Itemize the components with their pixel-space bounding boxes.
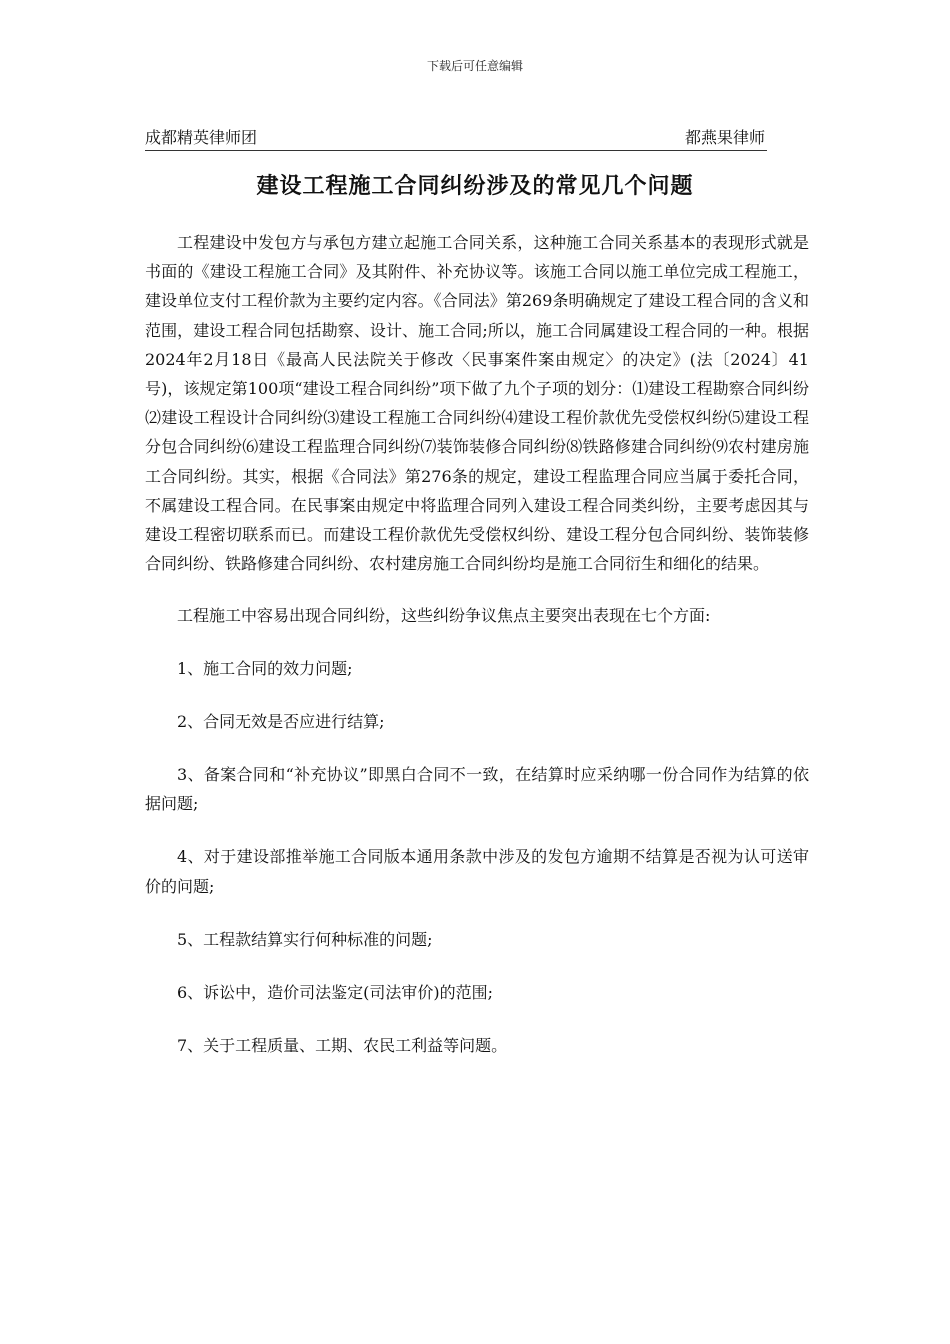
issue-item-5: 5、工程款结算实行何种标准的问题; <box>177 929 433 949</box>
issue-item-6: 6、诉讼中，造价司法鉴定(司法审价)的范围; <box>177 983 494 1003</box>
issue-item-1: 1、施工合同的效力问题; <box>177 658 353 678</box>
header-author: 都燕果律师 <box>684 128 765 147</box>
header-organization: 成都精英律师团 <box>145 128 258 147</box>
issue-item-4: 4、对于建设部推举施工合同版本通用条款中涉及的发包方逾期不结算是否视为认可送审价的问题; <box>145 847 809 896</box>
issue-item-2: 2、合同无效是否应进行结算; <box>177 711 385 731</box>
document-title: 建设工程施工合同纠纷涉及的常见几个问题 <box>256 173 694 199</box>
issue-item-3: 3、备案合同和“补充协议”即黑白合同不一致，在结算时应采纳哪一份合同作为结算的依据问题; <box>145 765 809 814</box>
summary-paragraph: 工程施工中容易出现合同纠纷，这些纠纷争议焦点主要突出表现在七个方面: <box>177 606 711 626</box>
document-body <box>145 228 809 1084</box>
download-watermark: 下载后可任意编辑 <box>426 59 523 73</box>
issue-item-7: 7、关于工程质量、工期、农民工利益等问题。 <box>177 1036 508 1056</box>
intro-paragraph: 工程建设中发包方与承包方建立起施工合同关系，这种施工合同关系基本的表现形式就是书面的《建设工程施工合同》及其附件、补充协议等。该施工合同以施工单位完成工程施工，建设单位支付工程价款为主要约定内容。《合同法》第269条明确规定了建设工程合同的含义和范围，建设工程合同包括勘察、设计、施工合同;所以，施工合同属建设工程合同的一种。根据2024年2月18日《最高人民法院关于修改〈民事案件案由规定〉的决定》(法〔2024〕41号)，该规定第100项“建设工程合同纠纷”项下做了九个子项的划分：⑴建设工程勘察合同纠纷⑵建设工程设计合同纠纷⑶建设工程施工合同纠纷⑷建设工程价款优先受偿权纠纷⑸建设工程分包合同纠纷⑹建设工程监理合同纠纷⑺装饰装修合同纠纷⑻铁路修建合同纠纷⑼农村建房施工合同纠纷。其实，根据《合同法》第276条的规定，建设工程监理合同应当属于委托合同，不属建设工程合同。在民事案由规定中将监理合同列入建设工程合同类纠纷，主要考虑因其与建设工程密切联系而已。而建设工程价款优先受偿权纠纷、建设工程分包合同纠纷、装饰装修合同纠纷、铁路修建合同纠纷、农村建房施工合同纠纷均是施工合同衍生和细化的结果。 <box>145 233 809 574</box>
document-header <box>145 128 767 151</box>
